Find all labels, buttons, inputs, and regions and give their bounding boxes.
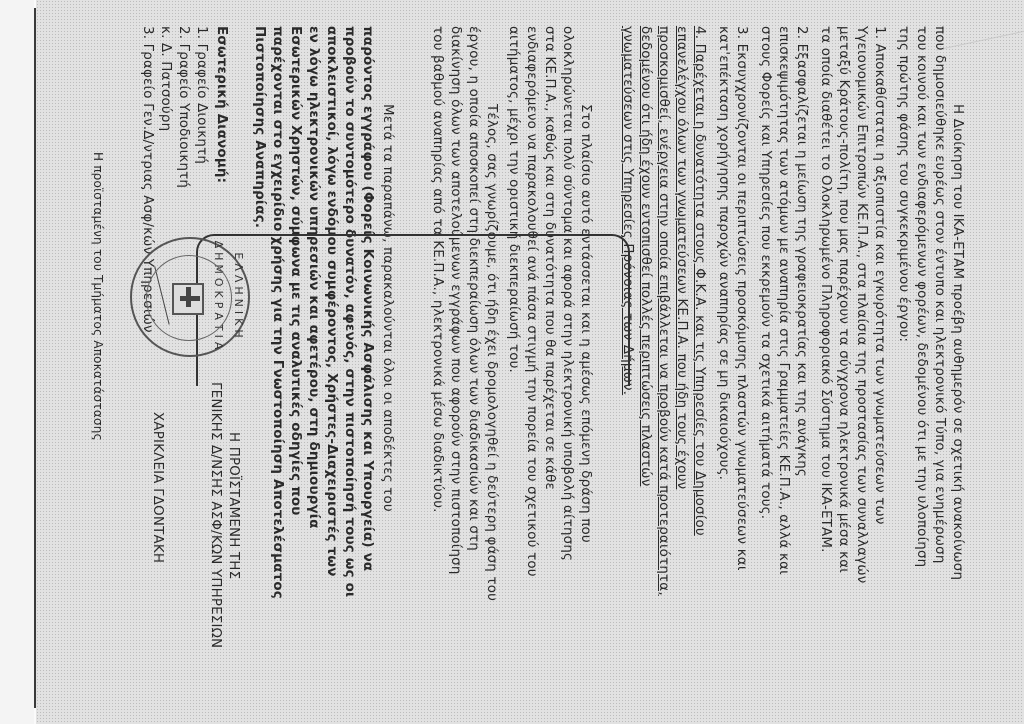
text-line: ενδιαφερόμενο να παρακολουθεί ανά πάσα στιγμή την πορεία του σχετικού του bbox=[524, 26, 539, 577]
cross-emblem-icon bbox=[172, 283, 204, 315]
rotated-document bbox=[45, 12, 985, 702]
distribution-item: 1. Γραφείο Διοικητή bbox=[194, 26, 209, 165]
bold-line: Εσωτερικών Χρηστών, σύμφωνα με τις αναλυτικές οδηγίες που bbox=[288, 26, 303, 516]
text-line: κατ'επέκταση χορήγησης παροχών αναπηρίας σε μη δικαιούχους. bbox=[716, 26, 731, 481]
text-line: Η Διοίκηση του ΙΚΑ-ΕΤΑΜ προέβη αυθημερόν σε σχετική ανακοίνωση bbox=[950, 104, 965, 581]
text-line: του βαθμού αναπηρίας από τα ΚΕ.Π.Α., ηλεκτρονικά μέσω διαδικτύου. bbox=[430, 26, 445, 513]
certification-note: Η προϊσταμένη του Τμήματος Αποκατάστασης bbox=[91, 152, 105, 441]
distribution-item: κ. Δ. Πατσούρη bbox=[158, 26, 173, 132]
signatory-role: Η ΠΡΟΪΣΤΑΜΕΝΗ ΤΗΣ bbox=[226, 432, 241, 580]
text-line: επισκεψιμότητας των ατόμων με αναπηρία στις Γραμματείες ΚΕ.Π.Α., αλλά και bbox=[776, 26, 791, 575]
text-line: 1. Αποκαθίσταται η αξιοπιστία και εγκυρότητα των γνωματεύσεων των bbox=[872, 26, 887, 525]
distribution-item: 3. Γραφείο Γεν.Δ/ντριας Ασφ/κών Υπηρεσιών bbox=[140, 26, 155, 333]
text-line: της πρώτης φάσης του συγκεκριμένου έργου: bbox=[896, 26, 911, 343]
underlined-line: προσκομισθεί, ενέργεια στην οποία επιβάλλεται να προβούν κατά προτεραιότητα, bbox=[656, 26, 671, 596]
signatory-role: ΓΕΝΙΚΗΣ Δ/ΝΣΗΣ ΑΣΦ/ΚΩΝ ΥΠΗΡΕΣΙΩΝ bbox=[208, 382, 223, 649]
signatory-name: ΧΑΡΙΚΛΕΙΑ ΓΔΟΝΤΑΚΗ bbox=[150, 412, 165, 564]
bold-line: παρόντος εγγράφου (Φορείς Κοινωνικής Ασφάλισης και Υπουργεία) να bbox=[360, 26, 375, 572]
text-line: που δημοσιεύθηκε ευρέως στον έντυπο και ηλεκτρονικό Τύπο, για ενημέρωση bbox=[932, 26, 947, 564]
text-line: διακίνηση όλων των αποτελούμενων εγγράφων που αφορούν στην πιστοποίηση bbox=[448, 26, 463, 575]
underlined-line: γνωματεύσεων στις Υπηρεσίες Πρόνοιας των Δήμων. bbox=[620, 26, 635, 396]
text-line: Τέλος, σας γνωρίζουμε, ότι ήδη έχει δρομολογηθεί η δεύτερη φάση του bbox=[484, 104, 499, 602]
bold-line: παρέχονται στο εγχειρίδιο χρήσης για την Γνωστοποίηση Αποτελέσματος bbox=[270, 26, 285, 599]
text-line: τα οποία διαθέτει το Ολοκληρωμένο Πληροφοριακό Σύστημα του ΙΚΑ-ΕΤΑΜ. bbox=[818, 26, 833, 553]
text-line: μεταξύ Κράτους-πολίτη, που μας παρέχουν τα σύγχρονα ηλεκτρονικά μέσα και bbox=[836, 26, 851, 574]
distribution-item: 2. Γραφείο Υποδιοικητή bbox=[176, 26, 191, 189]
seal-text: ΕΛΛΗΝΙΚΗ ΔΗΜΟΚΡΑΤΙΑ bbox=[212, 240, 245, 354]
text-line: έργου, η οποία αποσκοπεί στη διεκπεραίωση όλων των διαδικασιών και στη bbox=[466, 26, 481, 551]
text-line: στα ΚΕ.Π.Α., καθώς και στη δυνατότητα που θα παρέχεται σε κάθε bbox=[542, 26, 557, 490]
text-line: Μετά τα παραπάνω, παρακαλούνται όλοι οι αποδέκτες του bbox=[380, 104, 395, 512]
handwritten-bracket bbox=[196, 234, 630, 386]
bold-line: εν λόγω ηλεκτρονικών υπηρεσιών και αφετέρου, στη δημιουργία bbox=[306, 26, 321, 529]
text-line: ολοκληρώνεται πολύ σύντομα και αφορά στην ηλεκτρονική υποβολή αίτησης bbox=[560, 26, 575, 562]
text-line: αιτήματος, μέχρι την οριστική διεκπεραίωσή του. bbox=[506, 26, 521, 373]
text-line: Στο πλαίσιο αυτό εντάσσεται και η αμέσως επόμενη δράση που bbox=[578, 104, 593, 543]
distribution-title: Εσωτερική Διανομή: bbox=[214, 26, 229, 184]
text-line: 2. Εξασφαλίζεται η μείωση της γραφειοκρατίας και της ανάγκης bbox=[794, 26, 809, 477]
underlined-line: 4. Παρέχεται η δυνατότητα στους Φ.Κ.Α. και τις Υπηρεσίες του Δημοσίου bbox=[692, 26, 707, 536]
scan-margin bbox=[0, 0, 34, 724]
bold-line: προβούν το συντομότερο δυνατόν, αφενός, στην πιστοποίησή τους ως οι bbox=[342, 26, 357, 598]
text-line: Υγειονομικών Επιτροπών ΚΕ.Π.Α., στα πλαίσια της προστασίας των συναλλαγών bbox=[854, 26, 869, 584]
underlined-line: δεδομένου ότι ήδη έχουν εντοπισθεί πολλές περιπτώσεις πλαστών bbox=[638, 26, 653, 487]
official-seal bbox=[130, 237, 250, 357]
text-line: στους Φορείς και Υπηρεσίες που εκκρεμούν τα σχετικά αιτήματά τους. bbox=[758, 26, 773, 520]
underlined-line: επανελέγχου όλων των γνωματεύσεων ΚΕ.Π.Α. που ήδη τους έχουν bbox=[674, 26, 689, 490]
text-line: του κοινού και των ενδιαφερόμενων φορέων, δεδομένου ότι με την υλοποίηση bbox=[914, 26, 929, 568]
text-line: 3. Εκσυγχρονίζονται οι περιπτώσεις προσκόμισης πλαστών γνωματεύσεων και bbox=[734, 26, 749, 571]
bold-line: Πιστοποίησης Αναπηρίας. bbox=[252, 26, 267, 229]
bold-line: αποκλειστικοί, λόγω ενδόμου συμφέροντος, Χρήστες-Διαχειριστές των bbox=[324, 26, 339, 577]
